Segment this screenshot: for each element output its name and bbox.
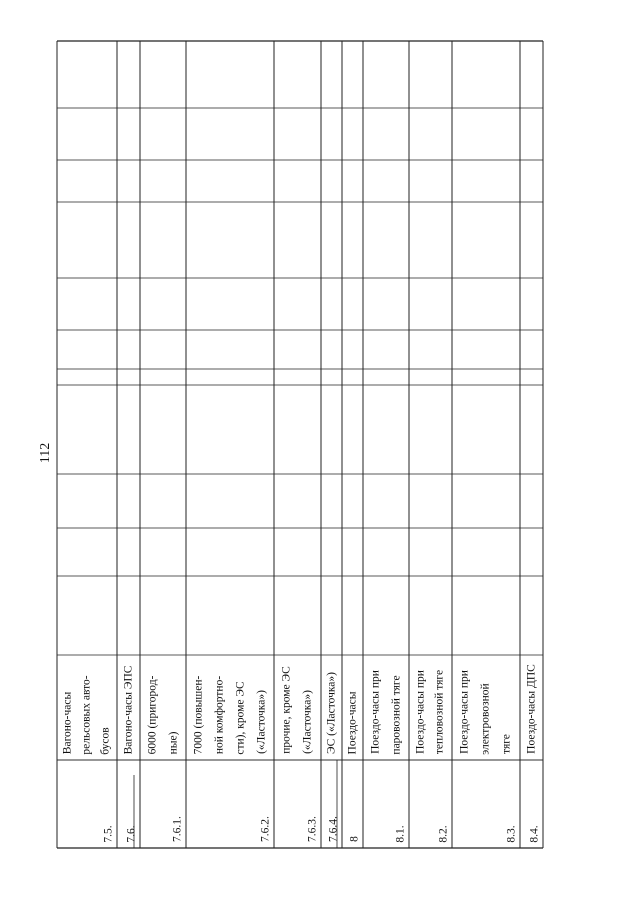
row-label-line: ной комфортно- <box>212 675 225 755</box>
row-label-line: 6000 (пригород- <box>145 675 158 754</box>
row-label-line: («Ласточка») <box>254 690 267 754</box>
row-code: 7.6.4. <box>327 816 340 842</box>
row-label-line: ЭС («Ласточка») <box>324 672 337 754</box>
row-code: 7.6.2. <box>259 816 272 842</box>
row-label-line: Поездо-часы при <box>457 670 470 754</box>
row-label-line: тепловозной тяге <box>433 669 446 755</box>
row-code: 7.6. <box>125 824 138 843</box>
row-code: 7.6.3. <box>306 816 319 842</box>
row-label-line: («Ласточка») <box>301 690 314 754</box>
row-code: 7.5. <box>102 824 115 843</box>
row-label-line: 7000 (повышен- <box>191 675 204 754</box>
row-code: 8 <box>348 836 361 842</box>
row-code: 8.1. <box>394 824 407 843</box>
row-label-line: тяге <box>500 734 513 754</box>
page-number: 112 <box>38 442 53 464</box>
row-code: 7.6.1. <box>171 816 184 842</box>
row-code: 8.4. <box>528 824 541 843</box>
row-label-line: ные) <box>166 731 179 754</box>
row-label-line: Поездо-часы при <box>414 670 426 754</box>
row-label-line: рельсовых авто- <box>80 674 93 755</box>
row-label-line: Вагоно-часы ЭПС <box>121 665 134 754</box>
row-label-line: сти), кроме ЭС <box>233 680 246 755</box>
row-label-line: Поездо-часы <box>345 691 358 754</box>
row-label-line: прочие, кроме ЭС <box>280 666 292 754</box>
row-label-line: паровозной тяге <box>389 674 402 755</box>
row-label-line: электровозной <box>479 682 492 755</box>
row-label-line: бусов <box>98 726 111 755</box>
row-label-line: Вагоно-часы <box>61 691 74 755</box>
row-label-line: Поездо-часы при <box>368 670 381 754</box>
row-label-line: Поездо-часы ДПС <box>524 664 537 754</box>
row-code: 8.3. <box>505 824 518 843</box>
row-code: 8.2. <box>437 824 450 843</box>
